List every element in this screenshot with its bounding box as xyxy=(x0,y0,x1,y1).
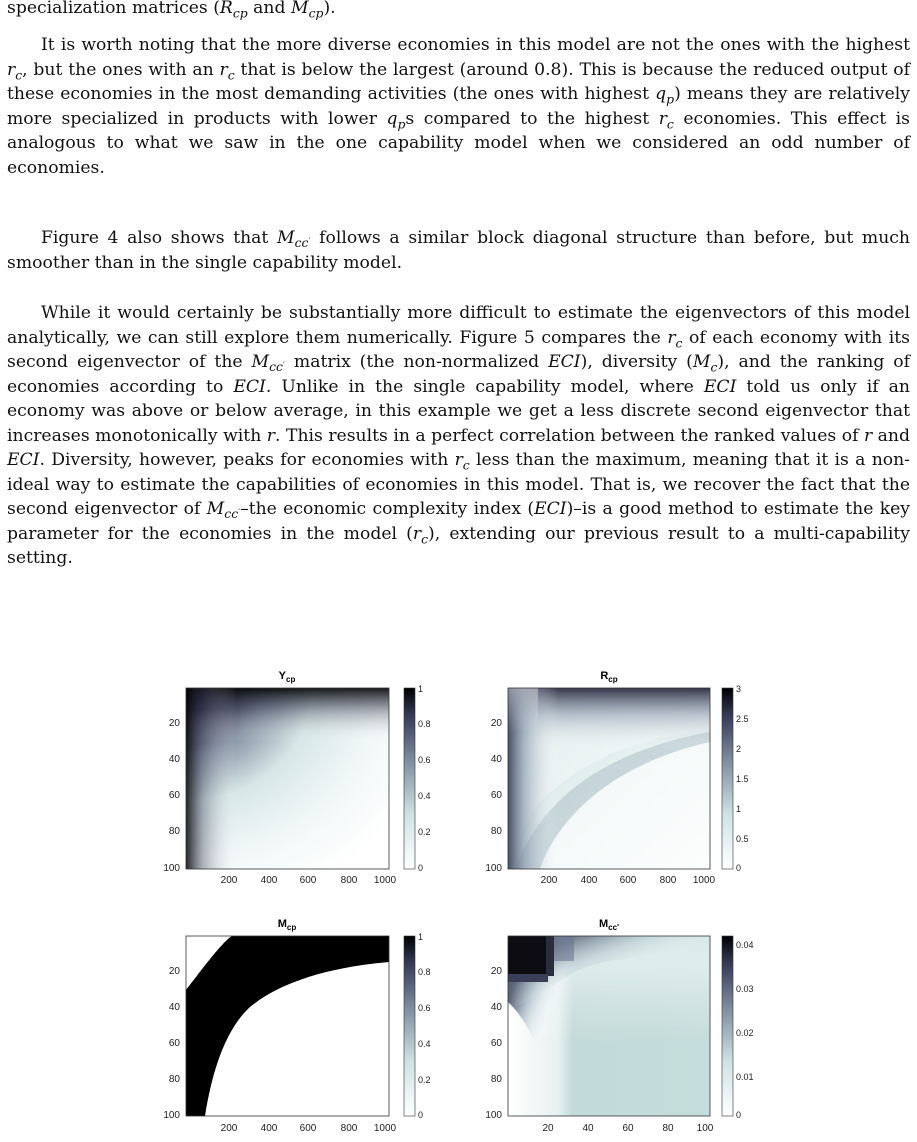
paragraph-3: While it would certainly be substantially more difficult to estimate the eigenvectors of this model analytically, we can still explore them numerically. Figure 5 compares the $r_c$ of each economy with its second eigenvector of the $M_{cc'}$ matrix (the non-normalized ECI), diversity $(M_c)$, and the ranking of economies according to ECI. Unlike in the single capability model, where ECI told us only if an economy was above or below average, in this example we get a less discrete second eigenvector that increases monotonically with r. This results in a perfect correlation between the ranked values of r and ECI. Diversity, however, peaks for economies with $r_c$ less than the maximum, meaning that it is a non-ideal way to estimate the capabilities of economies in this model. That is, we recover the fact that the second eigenvector of $M_{cc'}$–the economic complexity index (ECI)–is a good method to estimate the key parameter for the economies in the model $(r_c)$, extending our previous result to a multi-capability setting. xyxy=(7,303,911,568)
svg-text:0.02: 0.02 xyxy=(736,1028,754,1038)
svg-text:0: 0 xyxy=(736,1110,742,1120)
svg-text:40: 40 xyxy=(490,1002,502,1013)
panel-title: $M_{cp}$ xyxy=(277,918,297,932)
svg-text:60: 60 xyxy=(490,1038,502,1049)
paragraph-0: specialization matrices ($R_{cp}$ and $M_{cp}$). xyxy=(7,0,336,21)
svg-text:20: 20 xyxy=(168,966,180,977)
svg-text:0.2: 0.2 xyxy=(418,827,431,837)
panel-mcc xyxy=(485,918,753,1134)
svg-text:100: 100 xyxy=(485,863,502,874)
figure-4 xyxy=(0,642,917,1142)
panel-mcp xyxy=(163,918,430,1134)
svg-text:0.4: 0.4 xyxy=(418,1039,431,1049)
panel-title: $M_{cc'}$ xyxy=(599,918,619,932)
svg-text:1.5: 1.5 xyxy=(736,774,749,784)
svg-text:100: 100 xyxy=(485,1110,502,1121)
svg-text:1: 1 xyxy=(736,804,742,814)
svg-text:800: 800 xyxy=(340,875,358,886)
y-axis-ticks xyxy=(485,966,502,1121)
svg-text:800: 800 xyxy=(659,875,677,886)
svg-text:20: 20 xyxy=(542,1123,554,1134)
colorbar xyxy=(404,688,415,869)
svg-text:0.03: 0.03 xyxy=(736,984,754,994)
svg-text:20: 20 xyxy=(490,718,502,729)
svg-text:200: 200 xyxy=(540,875,558,886)
svg-text:60: 60 xyxy=(622,1123,634,1134)
svg-text:100: 100 xyxy=(696,1123,714,1134)
svg-text:1000: 1000 xyxy=(692,875,716,886)
svg-text:80: 80 xyxy=(168,1074,180,1085)
colorbar xyxy=(722,936,733,1116)
heatmap-mcp xyxy=(186,936,389,1116)
svg-text:600: 600 xyxy=(619,875,637,886)
svg-text:400: 400 xyxy=(260,1123,278,1134)
svg-text:60: 60 xyxy=(168,790,180,801)
heatmap-rcp xyxy=(508,688,710,869)
svg-text:80: 80 xyxy=(490,826,502,837)
svg-text:0.6: 0.6 xyxy=(418,755,431,765)
svg-text:0: 0 xyxy=(736,863,742,873)
svg-text:1000: 1000 xyxy=(373,875,397,886)
svg-text:60: 60 xyxy=(490,790,502,801)
svg-text:0: 0 xyxy=(418,863,424,873)
svg-text:0.8: 0.8 xyxy=(418,719,431,729)
svg-text:0.4: 0.4 xyxy=(418,791,431,801)
colorbar xyxy=(404,936,415,1116)
svg-text:2: 2 xyxy=(736,744,742,754)
paragraph-1: It is worth noting that the more diverse economies in this model are not the ones with the highest $r_c$, but the ones with an $r_c$ that is below the largest (around 0.8). This is because the reduced output of these economies in the most demanding activities (the ones with highest $q_p$) means they are relatively more specialized in products with lower $q_ps$ compared to the highest $r_c$ economies. This effect is analogous to what we saw in the one capability model when we considered an odd number of economies. xyxy=(7,35,911,178)
svg-text:400: 400 xyxy=(580,875,598,886)
colorbar-ticks xyxy=(418,684,431,873)
heatmap-ycp xyxy=(186,688,389,869)
colorbar-ticks xyxy=(418,932,431,1120)
svg-text:40: 40 xyxy=(582,1123,594,1134)
heatmap-mcc xyxy=(508,936,710,1116)
panel-title: $R_{cp}$ xyxy=(600,670,618,684)
svg-text:0.6: 0.6 xyxy=(418,1003,431,1013)
y-axis-ticks xyxy=(163,718,180,874)
panel-rcp xyxy=(485,670,748,886)
svg-text:400: 400 xyxy=(260,875,278,886)
colorbar-ticks xyxy=(736,940,754,1120)
svg-text:0.8: 0.8 xyxy=(418,967,431,977)
svg-text:40: 40 xyxy=(490,754,502,765)
svg-text:80: 80 xyxy=(490,1074,502,1085)
x-axis-ticks xyxy=(542,1123,713,1134)
svg-text:100: 100 xyxy=(163,863,180,874)
svg-text:20: 20 xyxy=(490,966,502,977)
y-axis-ticks xyxy=(163,966,180,1121)
svg-text:1: 1 xyxy=(418,684,424,694)
svg-text:80: 80 xyxy=(662,1123,674,1134)
svg-text:0.01: 0.01 xyxy=(736,1072,754,1082)
panel-ycp xyxy=(163,670,430,886)
svg-text:200: 200 xyxy=(220,1123,238,1134)
svg-text:600: 600 xyxy=(299,875,317,886)
svg-text:2.5: 2.5 xyxy=(736,714,749,724)
x-axis-ticks xyxy=(541,875,716,886)
svg-text:0: 0 xyxy=(418,1110,424,1120)
y-axis-ticks xyxy=(485,718,502,874)
svg-text:800: 800 xyxy=(340,1123,358,1134)
x-axis-ticks xyxy=(221,1123,397,1134)
svg-text:1000: 1000 xyxy=(373,1123,397,1134)
svg-text:0.04: 0.04 xyxy=(736,940,754,950)
paragraph-2: Figure 4 also shows that $M_{cc'}$ follows a similar block diagonal structure than before, but much smoother than in the single capability model. xyxy=(7,228,910,273)
x-axis-ticks xyxy=(221,875,397,886)
svg-text:60: 60 xyxy=(168,1038,180,1049)
svg-text:40: 40 xyxy=(168,1002,180,1013)
svg-text:40: 40 xyxy=(168,754,180,765)
svg-text:200: 200 xyxy=(220,875,238,886)
svg-text:3: 3 xyxy=(736,684,742,694)
svg-text:20: 20 xyxy=(168,718,180,729)
colorbar xyxy=(722,688,733,869)
colorbar-ticks xyxy=(736,684,749,873)
svg-text:80: 80 xyxy=(168,826,180,837)
svg-text:100: 100 xyxy=(163,1110,180,1121)
svg-text:1: 1 xyxy=(418,932,424,942)
svg-text:0.5: 0.5 xyxy=(736,834,749,844)
panel-title: $Y_{cp}$ xyxy=(278,670,296,684)
svg-text:600: 600 xyxy=(299,1123,317,1134)
svg-text:0.2: 0.2 xyxy=(418,1075,431,1085)
